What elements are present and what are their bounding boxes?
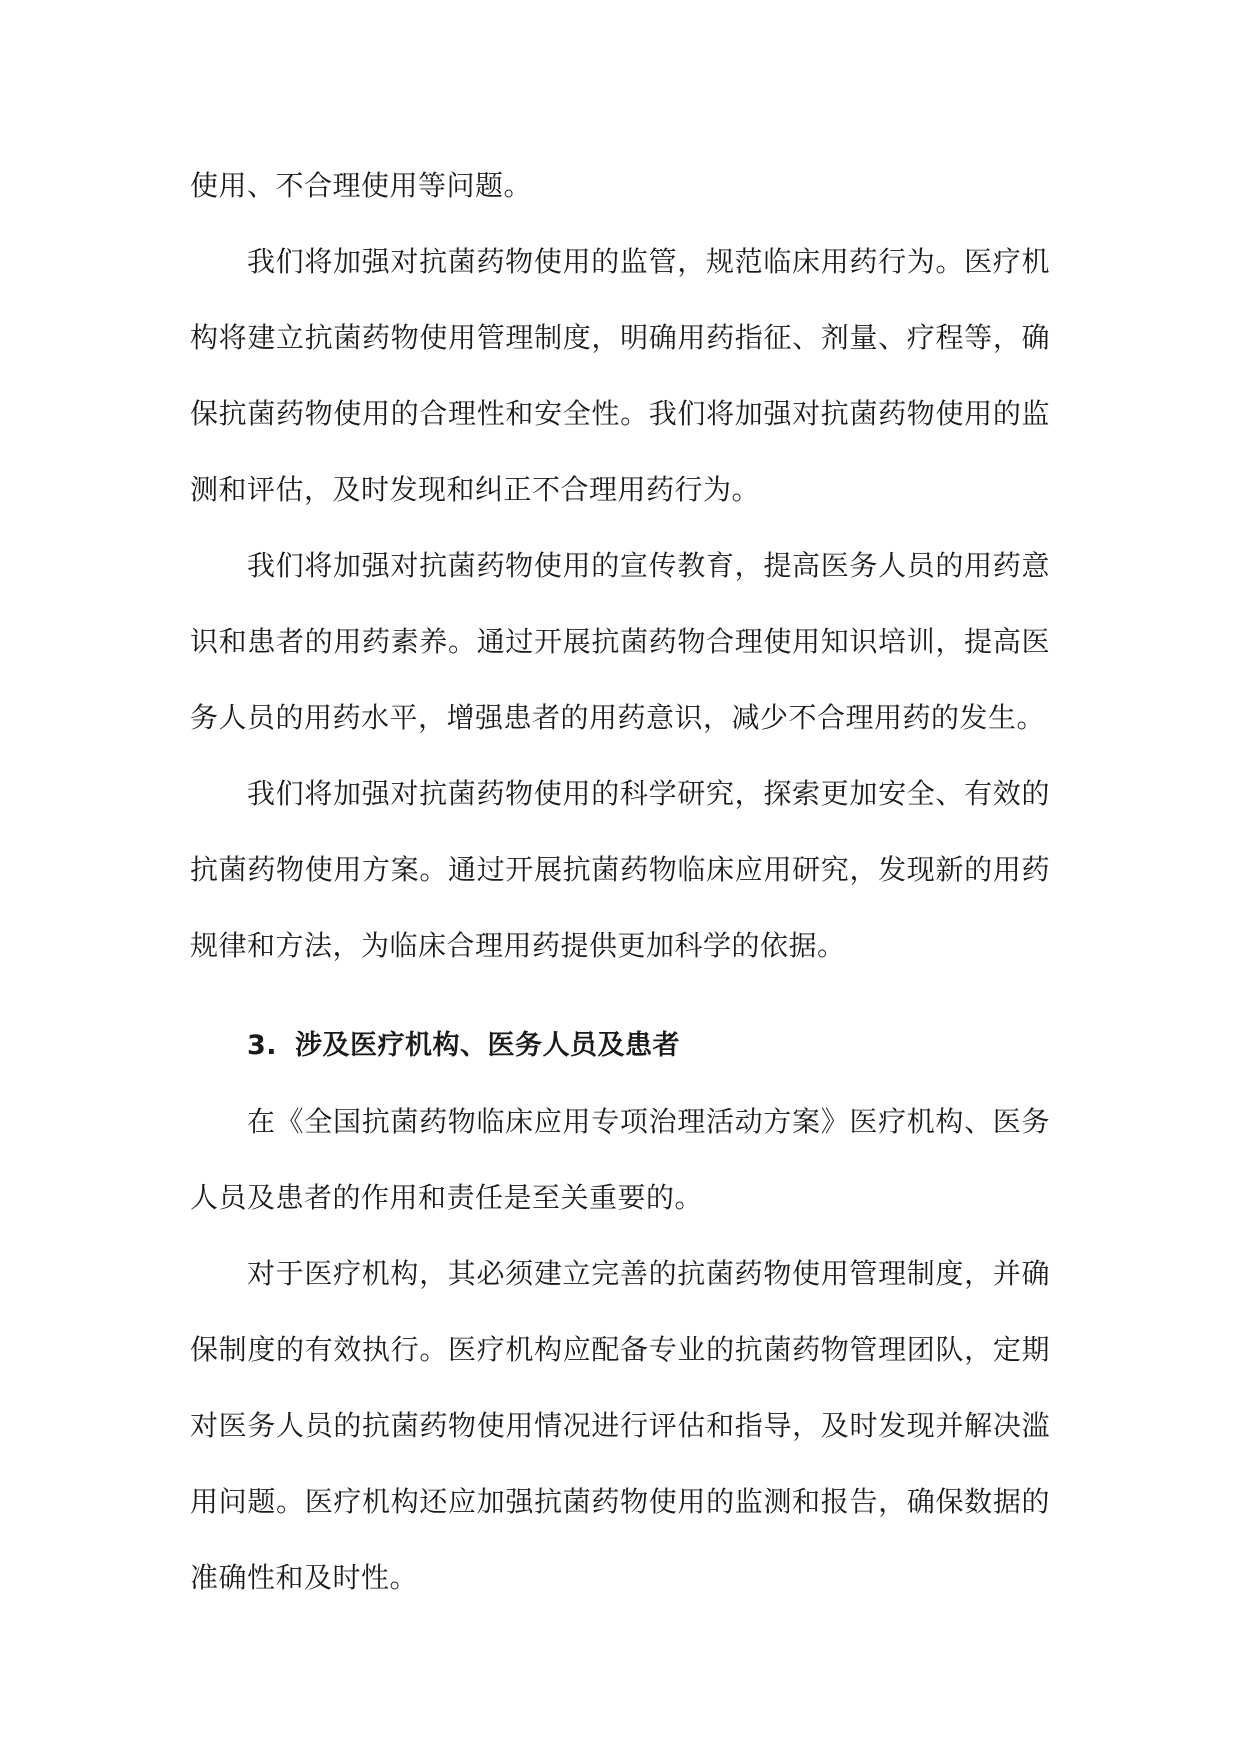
section-heading xyxy=(190,1008,1050,1084)
section-number: 3. xyxy=(247,1030,278,1061)
section-spacer xyxy=(190,984,1050,1008)
document-body xyxy=(190,148,1050,1616)
paragraph-education: 我们将加强对抗菌药物使用的宣传教育，提高医务人员的用药意识和患者的用药素养。通过开展抗菌药物合理使用知识培训，提高医务人员的用药水平，增强患者的用药意识，减少不合理用药的发生。 xyxy=(190,549,1050,734)
paragraph-roles: 在《全国抗菌药物临床应用专项治理活动方案》医疗机构、医务人员及患者的作用和责任是至关重要的。 xyxy=(190,1105,1050,1214)
paragraph-research: 我们将加强对抗菌药物使用的科学研究，探索更加安全、有效的抗菌药物使用方案。通过开展抗菌药物临床应用研究，发现新的用药规律和方法，为临床合理用药提供更加科学的依据。 xyxy=(190,777,1050,962)
section-title: 涉及医疗机构、医务人员及患者 xyxy=(295,1030,681,1061)
paragraph-supervision: 我们将加强对抗菌药物使用的监管，规范临床用药行为。医疗机构将建立抗菌药物使用管理制度，明确用药指征、剂量、疗程等，确保抗菌药物使用的合理性和安全性。我们将加强对抗菌药物使用的监测和评估，及时发现和纠正不合理用药行为。 xyxy=(190,245,1050,506)
paragraph-institutions: 对于医疗机构，其必须建立完善的抗菌药物使用管理制度，并确保制度的有效执行。医疗机构应配备专业的抗菌药物管理团队，定期对医务人员的抗菌药物使用情况进行评估和指导，及时发现并解决滥用问题。医疗机构还应加强抗菌药物使用的监测和报告，确保数据的准确性和及时性。 xyxy=(190,1257,1050,1594)
paragraph-continuation: 使用、不合理使用等问题。 xyxy=(190,169,533,202)
